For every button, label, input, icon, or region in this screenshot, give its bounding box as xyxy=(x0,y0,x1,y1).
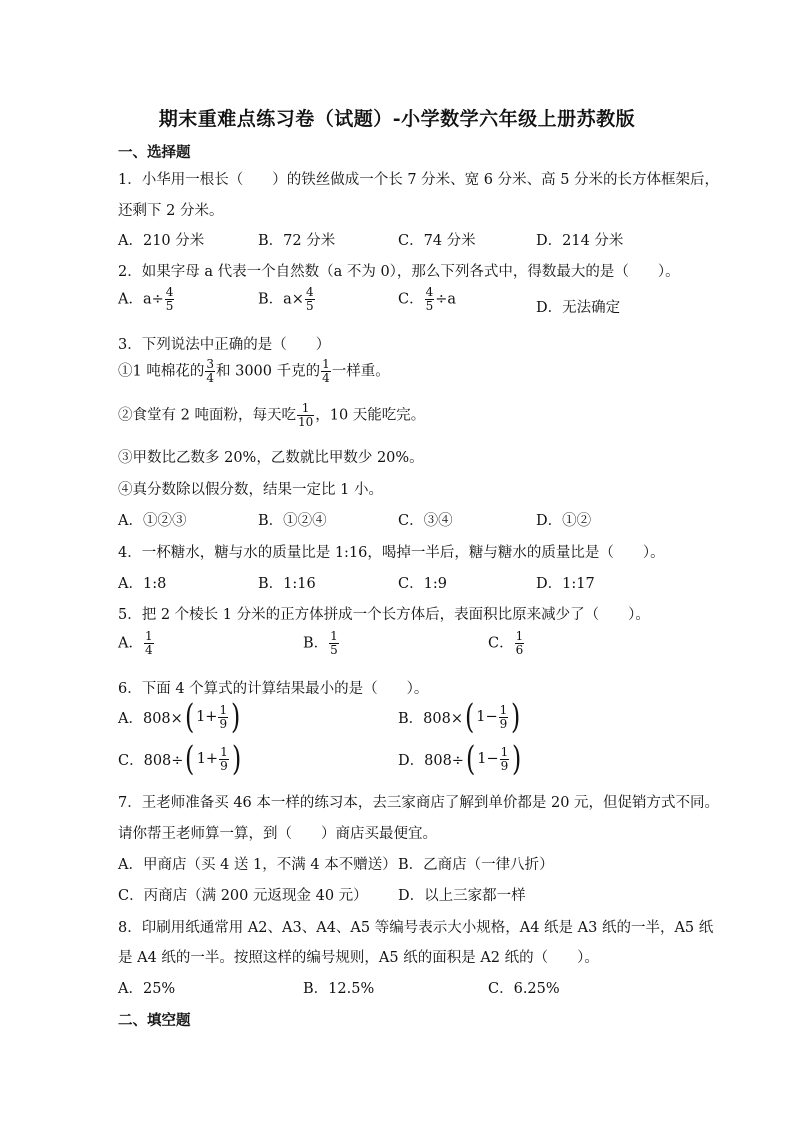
q3-statement-4: ④真分数除以假分数，结果一定比 1 小。 xyxy=(118,482,383,498)
question-7-stem-cont: 请你帮王老师算一算，到（ ）商店买最便宜。 xyxy=(118,826,437,842)
fraction: $\frac{1}{5}$ xyxy=(330,629,338,657)
q6-option-d: D．808÷( 1− $\frac{1}{9}$ ) xyxy=(398,739,522,779)
q2-option-a-text: A．a÷ xyxy=(118,291,164,308)
q5-option-c: C． $\frac{1}{6}$ xyxy=(488,629,524,657)
q3-statement-2: ②食堂有 2 吨面粉，每天吃 $\frac{1}{10}$ ，10 天能吃完。 xyxy=(118,401,426,429)
fraction: $\frac{1}{9}$ xyxy=(219,702,228,731)
question-1-stem: 1．小华用一根长（ ）的铁丝做成一个长 7 分米、宽 6 分米、高 5 分米的长方体框架后， xyxy=(118,172,720,188)
fraction: $\frac{1}{9}$ xyxy=(500,744,509,773)
q4-option-c: C．1:9 xyxy=(398,576,447,592)
q5-option-b: B． $\frac{1}{5}$ xyxy=(303,629,338,657)
question-6-stem: 6．下面 4 个算式的计算结果最小的是（ ）。 xyxy=(118,681,429,697)
fraction: $\frac{1}{4}$ xyxy=(322,357,330,385)
q2-option-a xyxy=(118,286,175,313)
fraction: $\frac{4}{5}$ xyxy=(425,285,434,313)
fraction: $\frac{1}{10}$ xyxy=(297,401,314,429)
q3-option-a: A．①②③ xyxy=(118,513,187,529)
page-title: 期末重难点练习卷（试题）-小学数学六年级上册苏教版 xyxy=(158,108,636,130)
question-2-stem: 2．如果字母 a 代表一个自然数（a 不为 0），那么下列各式中，得数最大的是（ ）。 xyxy=(118,264,680,280)
q1-option-d: D．214 分米 xyxy=(536,233,624,249)
q6-option-b: B．808×( 1− $\frac{1}{9}$ ) xyxy=(398,697,521,737)
q2-option-b xyxy=(258,286,316,313)
q1-option-a: A．210 分米 xyxy=(118,233,205,249)
q8-option-a: A．25% xyxy=(118,981,176,997)
fraction: $\frac{4}{5}$ xyxy=(165,285,174,313)
question-8-stem: 8．印刷用纸通常用 A2、A3、A4、A5 等编号表示大小规格，A4 纸是 A3 纸的一半，A5 纸 xyxy=(118,920,714,936)
q4-option-d: D．1:17 xyxy=(536,576,595,592)
q2-option-c xyxy=(398,286,456,313)
q1-option-b: B．72 分米 xyxy=(258,233,336,249)
question-5-stem: 5．把 2 个棱长 1 分米的正方体拼成一个长方体后，表面积比原来减少了（ ）。 xyxy=(118,607,650,623)
q2-option-d: D．无法确定 xyxy=(536,300,621,316)
section-heading-choice: 一、选择题 xyxy=(118,144,191,161)
q7-option-d: D．以上三家都一样 xyxy=(398,888,526,904)
q4-option-a: A．1:8 xyxy=(118,576,167,592)
question-8-stem-cont: 是 A4 纸的一半。按照这样的编号规则，A5 纸的面积是 A2 纸的（ ）。 xyxy=(118,950,599,966)
question-4-stem: 4．一杯糖水，糖与水的质量比是 1:16，喝掉一半后，糖与糖水的质量比是（ ）。 xyxy=(118,545,665,561)
q1-option-c: C．74 分米 xyxy=(398,233,476,249)
q8-option-c: C．6.25% xyxy=(488,981,560,997)
question-1-stem-cont: 还剩下 2 分米。 xyxy=(118,203,224,219)
q2-option-b-text: B．a× xyxy=(258,291,304,308)
q6-option-a: A．808×( 1+ $\frac{1}{9}$ ) xyxy=(118,697,241,737)
fraction: $\frac{3}{4}$ xyxy=(206,357,214,385)
q6-option-c: C．808÷( 1+ $\frac{1}{9}$ ) xyxy=(118,739,241,779)
q7-option-b: B．乙商店（一律八折） xyxy=(398,857,554,873)
q2-option-c-text: C． xyxy=(398,291,424,308)
question-7-stem: 7．王老师准备买 46 本一样的练习本，去三家商店了解到单价都是 20 元，但促销方式不同。 xyxy=(118,795,720,811)
q3-statement-1: ①1 吨棉花的 $\frac{3}{4}$ 和 3000 千克的 $\frac{1}{4}$ 一样重。 xyxy=(118,357,390,385)
fraction: $\frac{1}{6}$ xyxy=(515,629,524,657)
q7-option-a: A．甲商店（买 4 送 1，不满 4 本不赠送） xyxy=(118,857,397,873)
section-heading-fill: 二、填空题 xyxy=(118,1012,191,1029)
fraction: $\frac{1}{9}$ xyxy=(499,702,508,731)
q3-statement-3: ③甲数比乙数多 20%，乙数就比甲数少 20%。 xyxy=(118,450,424,466)
q7-option-c: C．丙商店（满 200 元返现金 40 元） xyxy=(118,888,368,904)
fraction: $\frac{1}{4}$ xyxy=(144,629,153,657)
q4-option-b: B．1:16 xyxy=(258,576,316,592)
q8-option-b: B．12.5% xyxy=(303,981,375,997)
q2-option-c-suffix: ÷a xyxy=(435,291,457,308)
q3-option-c: C．③④ xyxy=(398,513,453,529)
fraction: $\frac{1}{9}$ xyxy=(220,744,228,773)
question-3-stem: 3．下列说法中正确的是（ ） xyxy=(118,337,331,353)
fraction: $\frac{4}{5}$ xyxy=(305,285,314,313)
q3-option-d: D．①② xyxy=(536,513,592,529)
q3-option-b: B．①②④ xyxy=(258,513,327,529)
q5-option-a: A． $\frac{1}{4}$ xyxy=(118,629,153,657)
